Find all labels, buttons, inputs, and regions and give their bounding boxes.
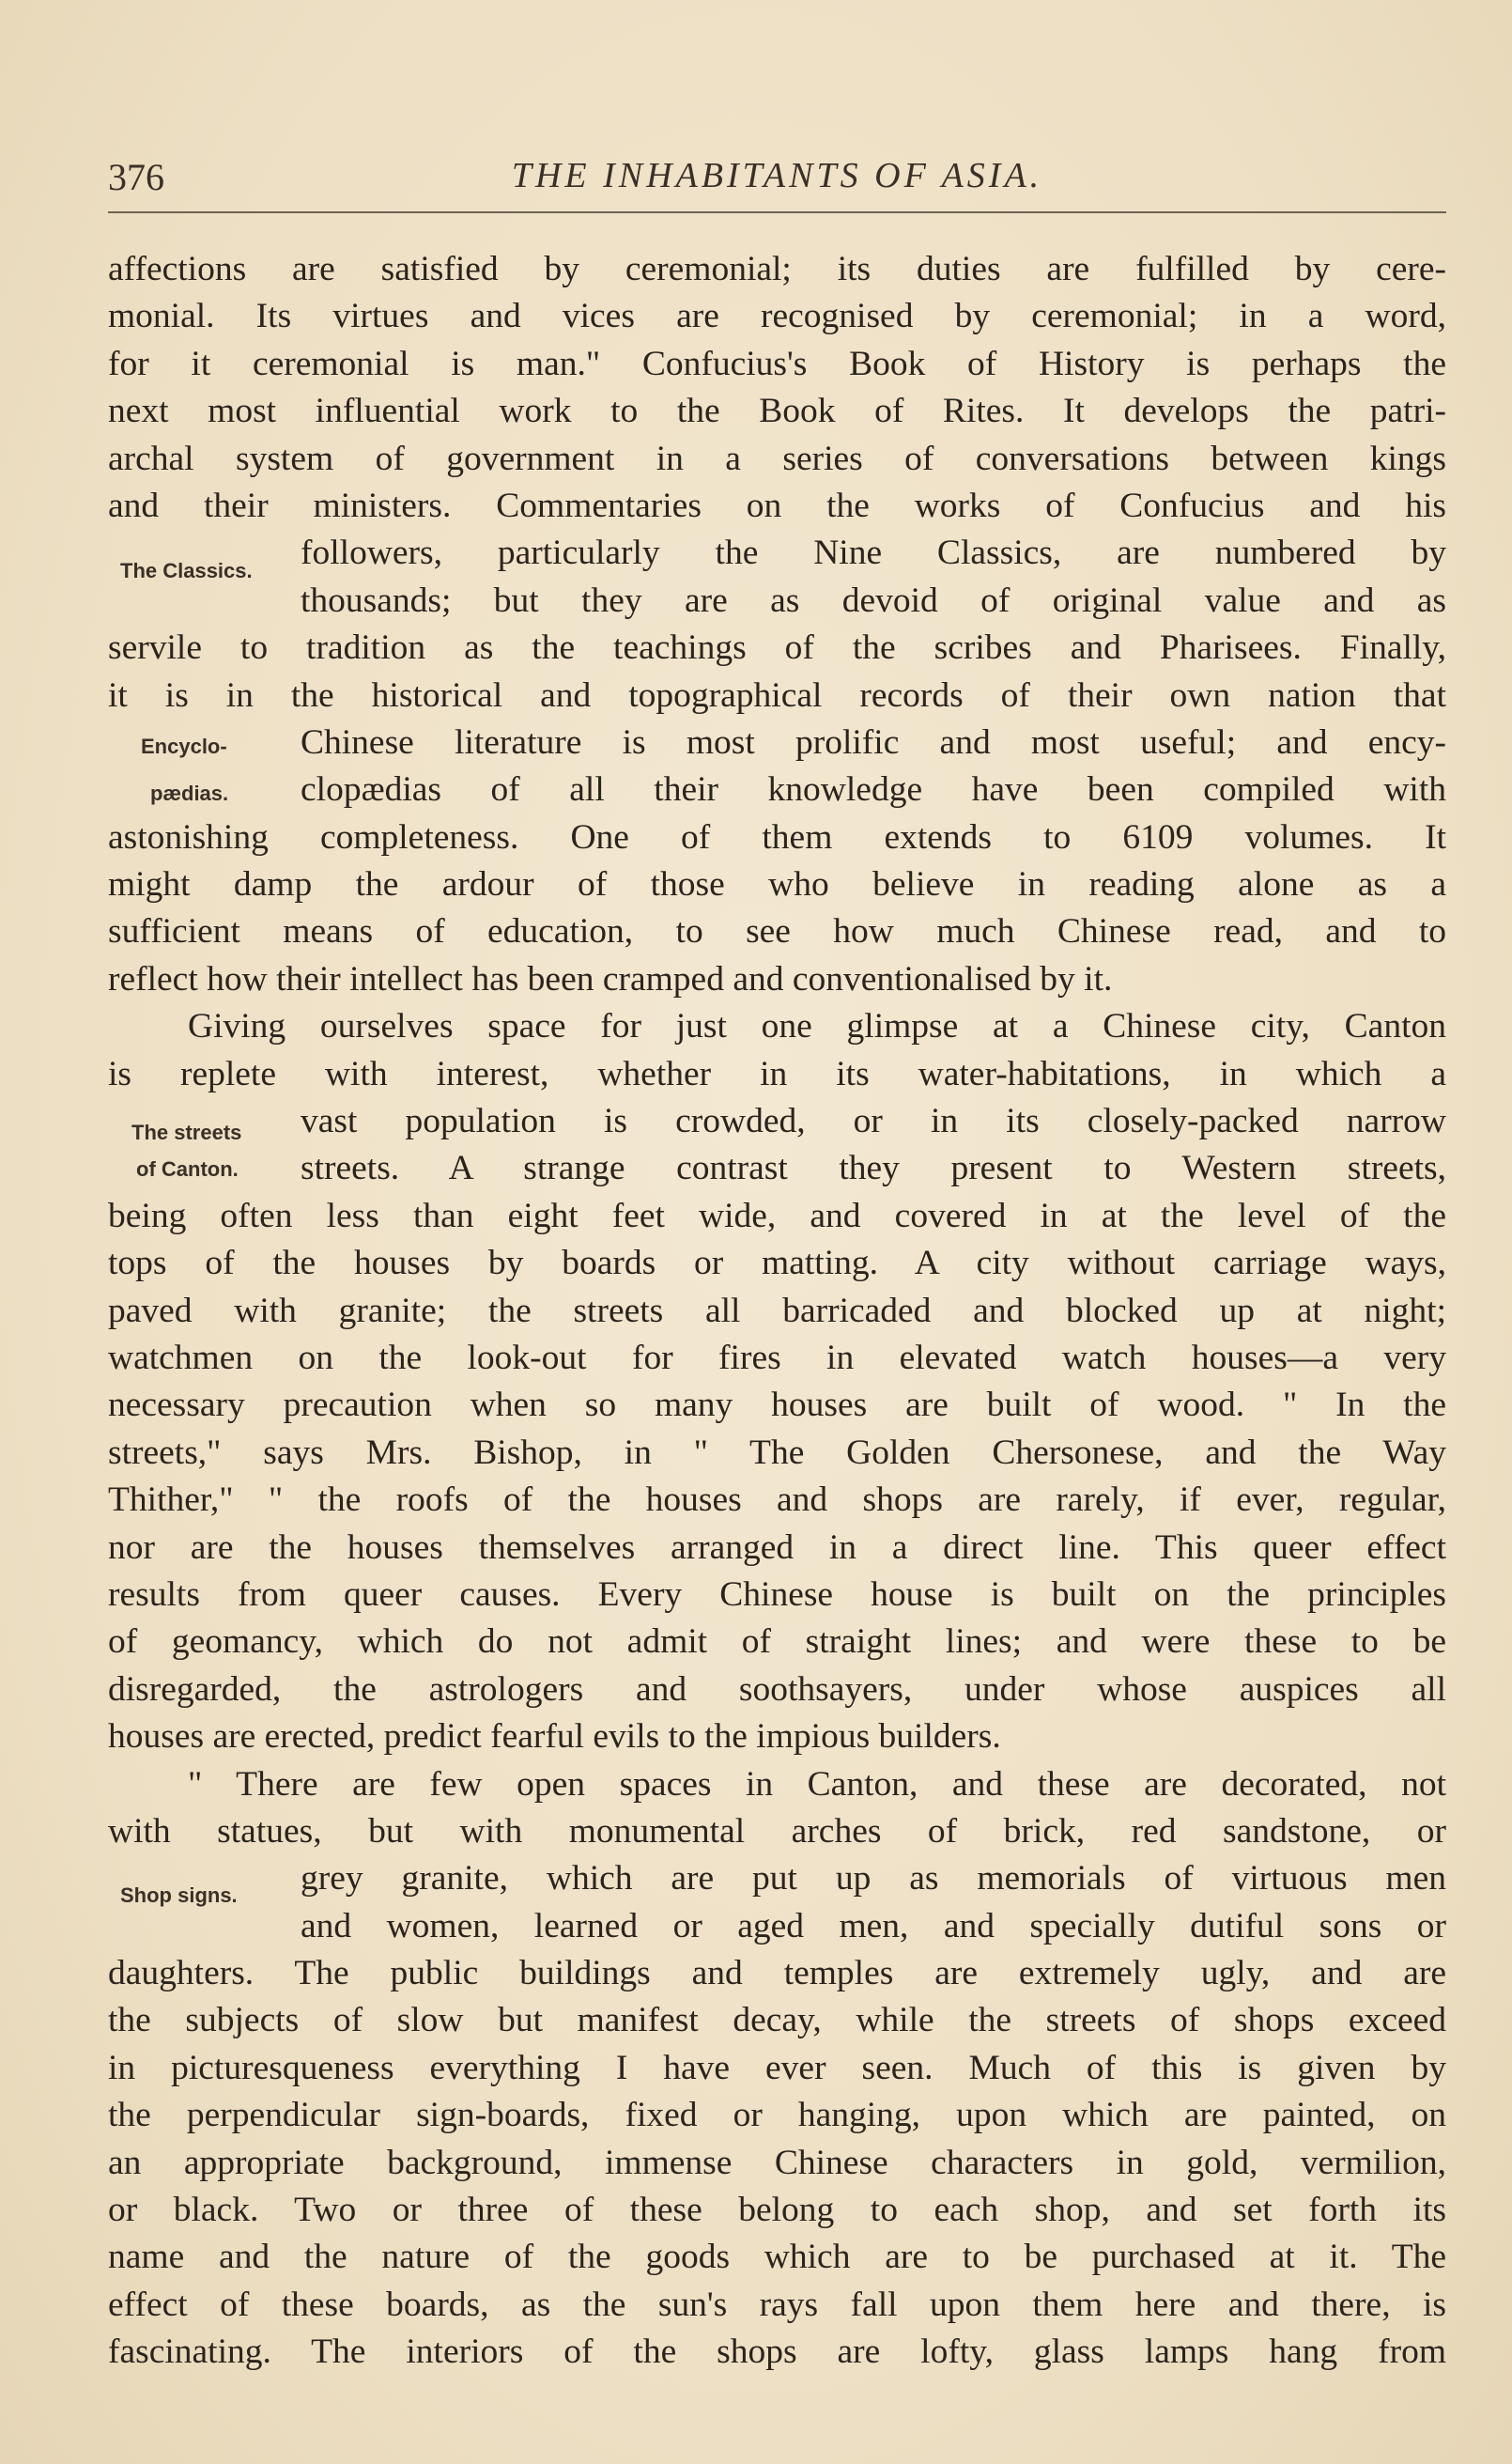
- text-line: paved with granite; the streets all barricaded and blocked up at night;: [108, 1291, 1446, 1330]
- side-note-the-streets: The streets: [131, 1121, 242, 1144]
- text-line: streets," says Mrs. Bishop, in " The Golden Chersonese, and the Way: [108, 1433, 1446, 1472]
- side-note-of-canton: of Canton.: [136, 1157, 239, 1181]
- text-line: Giving ourselves space for just one glimpse at a Chinese city, Canton: [188, 1007, 1446, 1046]
- text-line: followers, particularly the Nine Classics, are numbered by: [301, 534, 1446, 573]
- text-line: tops of the houses by boards or matting. A city without carriage ways,: [108, 1244, 1446, 1283]
- text-line: thousands; but they are as devoid of original value and as: [301, 581, 1446, 620]
- text-line: fascinating. The interiors of the shops are lofty, glass lamps hang from: [108, 2332, 1446, 2372]
- text-line: being often less than eight feet wide, and covered in at the level of the: [108, 1196, 1446, 1235]
- text-line: watchmen on the look-out for fires in elevated watch houses—a very: [108, 1338, 1446, 1377]
- side-note-paedias: pædias.: [150, 782, 229, 805]
- text-line: grey granite, which are put up as memorials of virtuous men: [301, 1859, 1446, 1898]
- text-line: next most influential work to the Book of Rites. It develops the patri-: [108, 392, 1446, 431]
- page-header: [108, 155, 1446, 213]
- text-line: for it ceremonial is man." Confucius's Book of History is perhaps the: [108, 344, 1446, 383]
- text-line: with statues, but with monumental arches of brick, red sandstone, or: [108, 1811, 1446, 1851]
- text-line: sufficient means of education, to see how much Chinese read, and to: [108, 912, 1446, 952]
- text-line: the subjects of slow but manifest decay, while the streets of shops exceed: [108, 2001, 1446, 2040]
- text-line: clopædias of all their knowledge have been compiled with: [301, 770, 1446, 810]
- text-line: and women, learned or aged men, and specially dutiful sons or: [301, 1906, 1446, 1945]
- text-line: streets. A strange contrast they present to Western streets,: [301, 1149, 1446, 1188]
- side-note-encyclo: Encyclo-: [141, 735, 227, 758]
- text-line: Thither," " the roofs of the houses and shops are rarely, if ever, regular,: [108, 1480, 1446, 1520]
- text-line: disregarded, the astrologers and soothsayers, under whose auspices all: [108, 1669, 1446, 1709]
- text-line: it is in the historical and topographical records of their own nation that: [108, 675, 1446, 715]
- text-line: results from queer causes. Every Chinese house is built on the principles: [108, 1574, 1446, 1614]
- side-note-the-classics: The Classics.: [120, 559, 253, 582]
- running-head: THE INHABITANTS OF ASIA.: [511, 156, 1043, 195]
- text-line: Chinese literature is most prolific and most useful; and ency-: [301, 722, 1446, 762]
- text-line: nor are the houses themselves arranged in a direct line. This queer effect: [108, 1527, 1446, 1567]
- text-line: might damp the ardour of those who believe in reading alone as a: [108, 865, 1446, 905]
- text-line: vast population is crowded, or in its closely-packed narrow: [301, 1102, 1446, 1141]
- text-line: is replete with interest, whether in its water-habitations, in which a: [108, 1054, 1446, 1093]
- text-line: archal system of government in a series of conversations between kings: [108, 439, 1446, 478]
- text-line: or black. Two or three of these belong to each shop, and set forth its: [108, 2191, 1446, 2230]
- body-text: [108, 246, 1446, 2377]
- text-line: reflect how their intellect has been cramped and conventionalised by it.: [108, 959, 1113, 999]
- text-line: servile to tradition as the teachings of the scribes and Pharisees. Finally,: [108, 628, 1446, 668]
- text-line: " There are few open spaces in Canton, and these are decorated, not: [188, 1764, 1446, 1804]
- text-line: name and the nature of the goods which are to be purchased at it. The: [108, 2238, 1446, 2277]
- text-line: effect of these boards, as the sun's rays fall upon them here and there, is: [108, 2285, 1446, 2324]
- text-line: necessary precaution when so many houses are built of wood. " In the: [108, 1386, 1446, 1425]
- text-line: an appropriate background, immense Chinese characters in gold, vermilion,: [108, 2143, 1446, 2182]
- side-note-shop-signs: Shop signs.: [120, 1883, 238, 1907]
- text-line: monial. Its virtues and vices are recognised by ceremonial; in a word,: [108, 297, 1446, 336]
- text-line: houses are erected, predict fearful evils to the impious builders.: [108, 1717, 1001, 1757]
- text-line: of geomancy, which do not admit of straight lines; and were these to be: [108, 1622, 1446, 1662]
- text-line: and their ministers. Commentaries on the works of Confucius and his: [108, 486, 1446, 525]
- text-line: the perpendicular sign-boards, fixed or hanging, upon which are painted, on: [108, 2096, 1446, 2135]
- text-line: affections are satisfied by ceremonial; its duties are fulfilled by cere-: [108, 250, 1446, 288]
- text-line: astonishing completeness. One of them extends to 6109 volumes. It: [108, 817, 1446, 857]
- page-number: 376: [108, 156, 164, 198]
- text-line: daughters. The public buildings and temples are extremely ugly, and are: [108, 1954, 1446, 1993]
- text-line: in picturesqueness everything I have ever seen. Much of this is given by: [108, 2048, 1446, 2087]
